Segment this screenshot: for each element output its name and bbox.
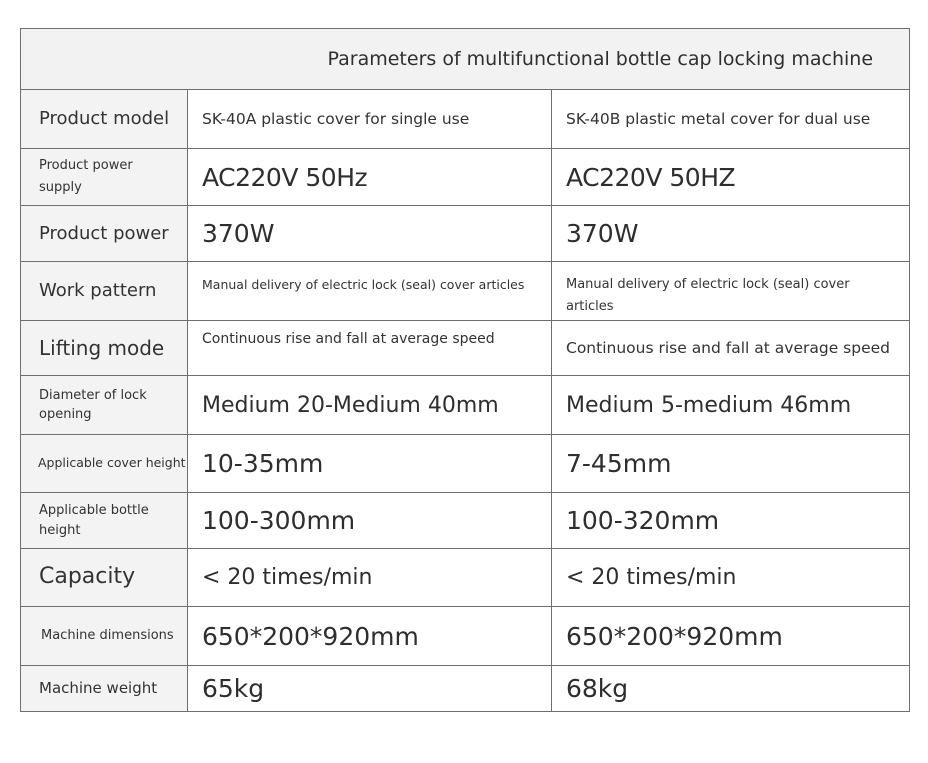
value-b-capacity: < 20 times/min [552, 549, 910, 607]
row-dimensions [21, 607, 910, 666]
label-cell [21, 666, 188, 712]
value-a-power-supply: AC220V 50Hz [188, 149, 552, 206]
value-b-cover-height: 7-45mm [552, 435, 910, 493]
label-cell [21, 149, 188, 206]
table-title: Parameters of multifunctional bottle cap locking machine [21, 29, 910, 90]
value-b-product-model: SK-40B plastic metal cover for dual use [552, 90, 910, 149]
parameters-table [20, 28, 910, 712]
label-cell [21, 90, 188, 149]
row-weight [21, 666, 910, 712]
label-cell [21, 206, 188, 262]
value-b-lock-diameter: Medium 5-medium 46mm [552, 376, 910, 435]
label-product-power: Product power [39, 222, 169, 244]
label-product-model: Product model [39, 108, 170, 130]
value-b-dimensions: 650*200*920mm [552, 607, 910, 666]
value-b-product-power: 370W [552, 206, 910, 262]
title-row [21, 29, 910, 90]
label-cell [21, 607, 188, 666]
value-b-work-pattern: Manual delivery of electric lock (seal) cover articles [552, 262, 910, 321]
label-weight: Machine weight [39, 678, 158, 697]
value-b-weight: 68kg [552, 666, 910, 712]
label-bottle-height: Applicable bottle height [39, 503, 149, 538]
label-lifting-mode: Lifting mode [39, 336, 165, 360]
label-cell [21, 549, 188, 607]
label-cell [21, 493, 188, 549]
label-cell [21, 321, 188, 376]
row-product-model [21, 90, 910, 149]
label-work-pattern: Work pattern [39, 280, 157, 302]
row-lifting-mode [21, 321, 910, 376]
value-a-lifting-mode: Continuous rise and fall at average speed [188, 321, 552, 376]
row-cover-height [21, 435, 910, 493]
label-power-supply: Product power supply [39, 157, 133, 195]
value-a-work-pattern: Manual delivery of electric lock (seal) cover articles [188, 262, 552, 321]
row-work-pattern [21, 262, 910, 321]
row-product-power [21, 206, 910, 262]
label-capacity: Capacity [39, 564, 136, 590]
value-a-lock-diameter: Medium 20-Medium 40mm [188, 376, 552, 435]
label-lock-diameter: Diameter of lock opening [39, 387, 147, 422]
value-a-capacity: < 20 times/min [188, 549, 552, 607]
value-a-cover-height: 10-35mm [188, 435, 552, 493]
row-bottle-height [21, 493, 910, 549]
row-lock-diameter [21, 376, 910, 435]
row-capacity [21, 549, 910, 607]
label-cell [21, 435, 188, 493]
value-b-lifting-mode: Continuous rise and fall at average speed [552, 321, 910, 376]
value-a-product-power: 370W [188, 206, 552, 262]
value-a-product-model: SK-40A plastic cover for single use [188, 90, 552, 149]
value-b-bottle-height: 100-320mm [552, 493, 910, 549]
label-cell [21, 376, 188, 435]
value-a-bottle-height: 100-300mm [188, 493, 552, 549]
label-dimensions: Machine dimensions [41, 627, 174, 643]
label-cell [21, 262, 188, 321]
value-a-weight: 65kg [188, 666, 552, 712]
row-power-supply [21, 149, 910, 206]
label-cover-height: Applicable cover height [38, 455, 186, 471]
value-a-dimensions: 650*200*920mm [188, 607, 552, 666]
value-b-power-supply: AC220V 50HZ [552, 149, 910, 206]
